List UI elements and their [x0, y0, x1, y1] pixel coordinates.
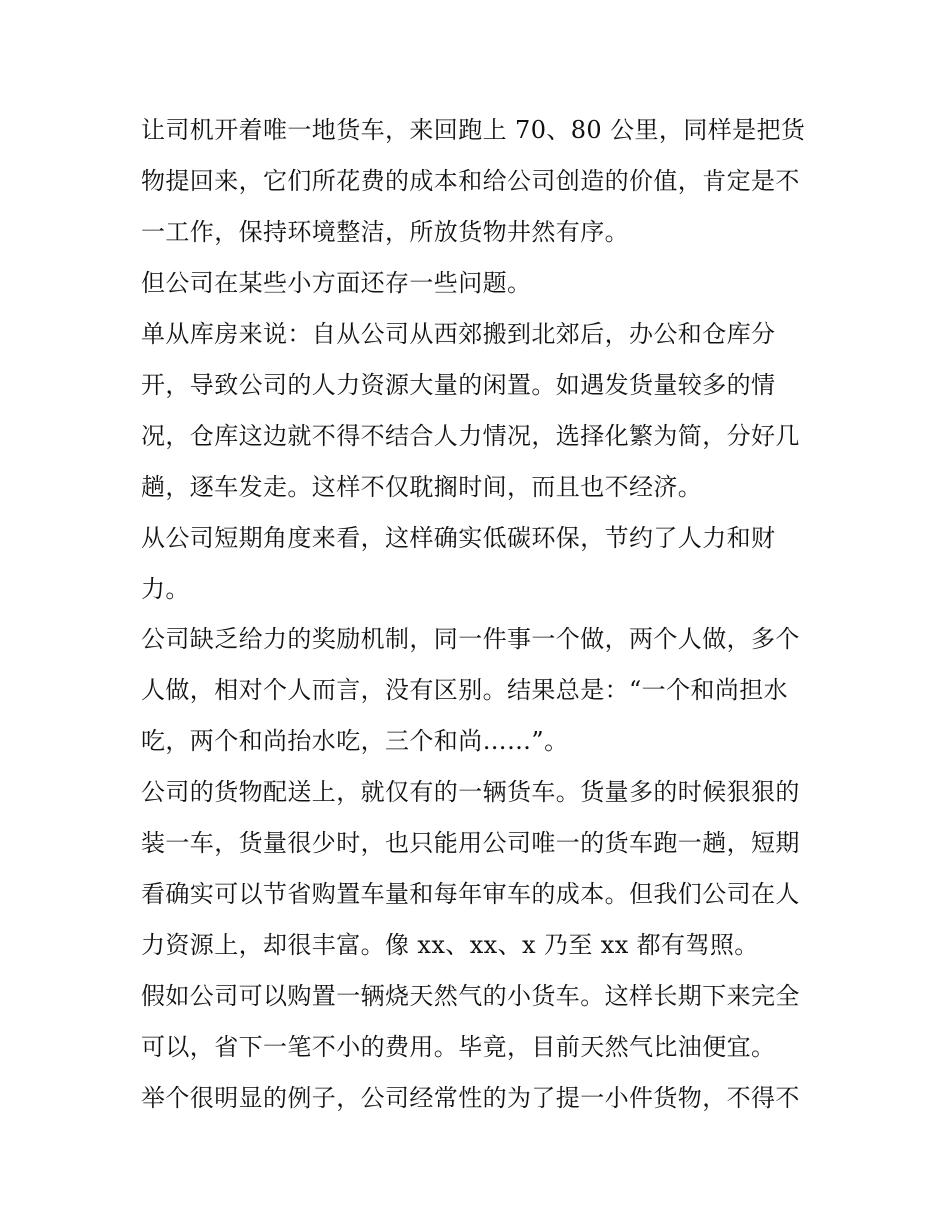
text-line-6: 开，导致公司的人力资源大量的闲置。如遇发货量较多的情 [141, 371, 776, 399]
text-line-5: 单从库房来说：自从公司从西郊搬到北郊后，办公和仓库分 [141, 320, 776, 348]
text-line-13: 吃，两个和尚抬水吃，三个和尚……”。 [141, 727, 569, 755]
text-line-3: 一工作，保持环境整洁，所放货物井然有序。 [141, 218, 629, 246]
text-line-2: 物提回来，它们所花费的成本和给公司创造的价值，肯定是不 [141, 167, 800, 195]
text-line-12: 人做，相对个人而言，没有区别。结果总是：“一个和尚担水 [141, 676, 789, 704]
text-line-4: 但公司在某些小方面还存一些问题。 [141, 269, 532, 297]
text-line-9: 从公司短期角度来看，这样确实低碳环保，节约了人力和财 [141, 524, 776, 552]
text-line-10: 力。 [141, 575, 190, 603]
text-line-11: 公司缺乏给力的奖励机制，同一件事一个做，两个人做，多个 [141, 625, 800, 653]
text-line-20: 举个很明显的例子，公司经常性的为了提一小件货物，不得不 [141, 1084, 800, 1112]
text-line-16: 看确实可以节省购置车量和每年审车的成本。但我们公司在人 [141, 880, 800, 908]
text-line-7: 况，仓库这边就不得不结合人力情况，选择化繁为简，分好几 [141, 422, 800, 450]
text-line-8: 趟，逐车发走。这样不仅耽搁时间，而且也不经济。 [141, 473, 703, 501]
text-line-15: 装一车，货量很少时，也只能用公司唯一的货车跑一趟，短期 [141, 829, 800, 857]
text-line-19: 可以，省下一笔不小的费用。毕竟，目前天然气比油便宜。 [141, 1033, 776, 1061]
text-line-14: 公司的货物配送上，就仅有的一辆货车。货量多的时候狠狠的 [141, 778, 800, 806]
text-line-1: 让司机开着唯一地货车，来回跑上 70、80 公里，同样是把货 [141, 116, 806, 144]
text-line-17: 力资源上，却很丰富。像 xx、xx、x 乃至 xx 都有驾照。 [141, 931, 759, 959]
text-line-18: 假如公司可以购置一辆烧天然气的小货车。这样长期下来完全 [141, 982, 800, 1010]
